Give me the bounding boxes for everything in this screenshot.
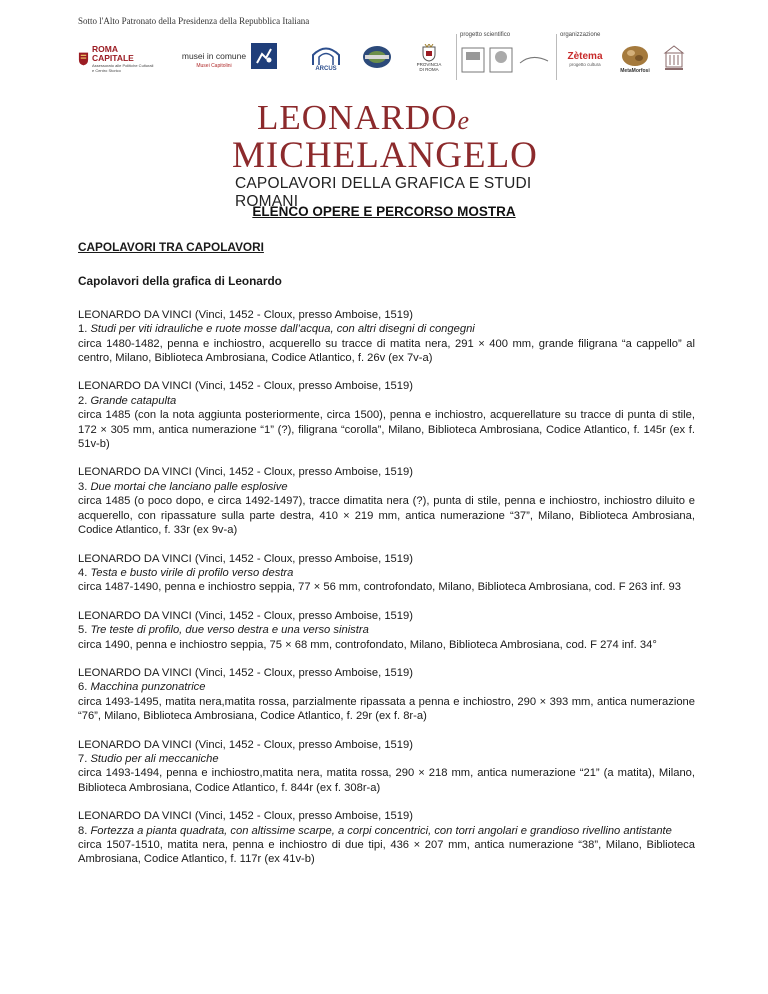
entry-title-line: 7. Studio per ali meccaniche	[78, 752, 219, 765]
emblem-icon	[361, 44, 393, 70]
artwork-entry-2	[78, 379, 695, 451]
entry-title-line: 8. Fortezza a pianta quadrata, con altissime scarpe, a corpi concentrici, con torri angolari e grandioso rivellino antistante	[78, 824, 672, 837]
entry-artist: LEONARDO DA VINCI (Vinci, 1452 - Cloux, presso Amboise, 1519)	[78, 466, 413, 479]
entry-description: circa 1480-1482, penna e inchiostro, acquerello su tracce di matita nera, 291 × 400 mm, grande filigrana “a cappello” al centro, Milano, Biblioteca Ambrosiana, Codice Atlantico, f. 26v (ex 7v-a)	[78, 337, 695, 365]
entry-title-line: 5. Tre teste di profilo, due verso destra e una verso sinistra	[78, 624, 369, 637]
brand-line-3: CAPOLAVORI DELLA GRAFICA E STUDI ROMANI	[235, 175, 532, 210]
building-emblem-logo	[662, 42, 686, 74]
artwork-entry-5	[78, 609, 695, 652]
artwork-entry-8	[78, 809, 695, 867]
coat-of-arms-icon	[422, 44, 436, 62]
subsection-heading: Capolavori della grafica di Leonardo	[78, 274, 282, 289]
provincia-di-roma-logo: PROVINCIA DI ROMA	[414, 38, 444, 78]
entry-description: circa 1493-1494, penna e inchiostro,matita nera, matita rossa, 290 × 218 mm, antica numerazione “21” (a matita), Milano, Biblioteca Ambrosiana, Codice Atlantico, f. 844r (ex f. 308r-a)	[78, 767, 695, 794]
artwork-entry-4	[78, 552, 695, 595]
entry-artist: LEONARDO DA VINCI (Vinci, 1452 - Cloux, presso Amboise, 1519)	[78, 380, 413, 393]
entry-description: circa 1485 (o poco dopo, e circa 1492-1497), tracce dimatita nera (?), punta di stile, penna e inchiostro, inchiostro diluito e acquerello, con ripassature sulla parte destra, 410 × 219 mm, antica numerazione “37”, Milano, Biblioteca Ambrosiana, Codice Atlantico, f. 33r (ex 9v-a)	[78, 495, 695, 537]
building-icon	[663, 43, 685, 73]
scientific-partner-logos	[460, 44, 552, 76]
crest-icon	[78, 51, 89, 67]
entry-title-line: 6. Macchina punzonatrice	[78, 681, 206, 694]
section-heading: CAPOLAVORI TRA CAPOLAVORI	[78, 240, 264, 254]
sponsor-logos	[78, 34, 688, 84]
metamorfosi-mark-icon	[620, 42, 650, 68]
artwork-entry-1	[78, 308, 695, 366]
entry-title-line: 3. Due mortai che lanciano palle esplosive	[78, 480, 288, 493]
entry-artist: LEONARDO DA VINCI (Vinci, 1452 - Cloux, presso Amboise, 1519)	[78, 810, 413, 823]
brand-line-1: LEONARDOe	[257, 98, 471, 137]
artwork-entry-6	[78, 666, 695, 724]
arcus-logo: ARCUS	[306, 40, 346, 76]
entry-artist: LEONARDO DA VINCI (Vinci, 1452 - Cloux, presso Amboise, 1519)	[78, 308, 413, 321]
arch-icon	[310, 44, 342, 66]
partner-seals-icon	[460, 45, 552, 75]
entry-description: circa 1485 (con la nota aggiunta posteriormente, circa 1500), penna e inchiostro, acquerellature su tracce di punta di stile, 172 × 305 mm, antica numerazione “1” (?), filigrana “corolla”, Milano, Biblioteca Ambrosiana, Codice Atlantico, f. 145r (ex f. 51v-b)	[78, 409, 695, 451]
artwork-entry-7	[78, 738, 695, 796]
entry-title-line: 4. Testa e busto virile di profilo verso destra	[78, 566, 294, 579]
entry-description: circa 1487-1490, penna e inchiostro seppia, 77 × 56 mm, controfondato, Milano, Biblioteca Ambrosiana, cod. F 263 inf. 93	[78, 581, 681, 594]
metamorfosi-logo: MetaMorfosi	[613, 38, 657, 78]
figure-icon	[254, 46, 274, 66]
blue-square-logo	[251, 43, 277, 69]
exhibition-brand	[232, 100, 552, 211]
musei-in-comune-logo: musei in comune Musei Capitolini	[181, 51, 247, 69]
entry-description: circa 1507-1510, matita nera, penna e inchiostro di due tipi, 436 × 207 mm, antica numerazione “38”, Milano, Biblioteca Ambrosiana, Codice Atlantico, f. 117r (ex 41v-b)	[78, 839, 695, 866]
roma-capitale-logo: ROMA CAPITALE Assessorato alle Politiche Culturali e Centro Storico	[78, 48, 156, 70]
entry-artist: LEONARDO DA VINCI (Vinci, 1452 - Cloux, presso Amboise, 1519)	[78, 738, 413, 751]
artwork-entry-3	[78, 465, 695, 537]
entry-artist: LEONARDO DA VINCI (Vinci, 1452 - Cloux, presso Amboise, 1519)	[78, 552, 413, 565]
entry-title-line: 2. Grande catapulta	[78, 394, 177, 407]
brand-line-2: MICHELANGELO	[232, 135, 538, 176]
entry-description: circa 1490, penna e inchiostro seppia, 75 × 68 mm, controfondato, Milano, Biblioteca Ambrosiana, cod. F 274 inf. 34°	[78, 638, 657, 651]
entry-artist: LEONARDO DA VINCI (Vinci, 1452 - Cloux, presso Amboise, 1519)	[78, 666, 413, 679]
entry-artist: LEONARDO DA VINCI (Vinci, 1452 - Cloux, presso Amboise, 1519)	[78, 609, 413, 622]
organizzazione-label: organizzazione	[560, 32, 601, 38]
patronage-line: Sotto l'Alto Patronato della Presidenza della Repubblica Italiana	[78, 16, 310, 26]
document-body	[78, 240, 695, 881]
entry-description: circa 1493-1495, matita nera,matita rossa, parzialmente ripassata a penna e inchiostro, 290 × 393 mm, antica numerazione “76”, Milano, Biblioteca Ambrosiana, Codice Atlantico, f. 29r (ex f. 8r-a)	[78, 695, 695, 723]
circular-emblem-logo	[361, 44, 393, 70]
document-title: ELENCO OPERE E PERCORSO MOSTRA	[252, 204, 516, 219]
zetema-logo: Zètema progetto cultura	[567, 51, 603, 67]
entry-title-line: 1. Studi per viti idrauliche e ruote mosse dall’acqua, con altri disegni di congegni	[78, 323, 475, 336]
progetto-scientifico-label: progetto scientifico	[460, 32, 511, 38]
